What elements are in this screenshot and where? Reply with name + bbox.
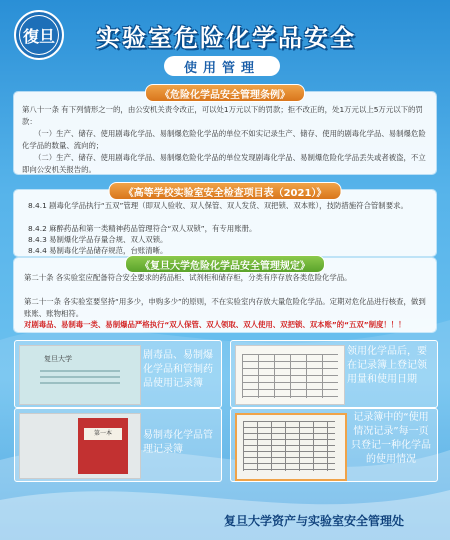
- section-regulations: [14, 89, 436, 174]
- section-regulations-title: 《危险化学品安全管理条例》: [145, 84, 305, 102]
- footer-department: 复旦大学资产与实验室安全管理处: [224, 514, 405, 528]
- record-book-card: [14, 340, 222, 408]
- section-checklist-title: 《高等学校实验室安全检查项目表（2021）》: [109, 182, 342, 200]
- record-sheet-photo: [235, 413, 347, 481]
- section-regulations-para1: 第八十一条 有下列情形之一的，由公安机关责令改正，可以处1万元以下的罚款；拒不改正的，处1万元以上5万元以下的罚款：: [22, 105, 423, 126]
- record-book-card: [14, 408, 222, 482]
- red-book-cover: [78, 418, 128, 474]
- checklist-item: 8.4.2 麻醉药品和第一类精神药品管理符合“双人双锁”，有专用账册。: [28, 224, 257, 233]
- record-book-photo: [19, 413, 141, 479]
- five-double-warning: 对剧毒品、易制毒一类、易制爆品严格执行“双人保管、双人领取、双人使用、双把锁、双本账”的“五双”制度！！！: [24, 320, 406, 329]
- card-caption: 剧毒品、易制爆化学品和管制药品使用记录簿: [143, 350, 213, 389]
- checklist-item: 8.4.4 易制毒化学品储存规范，台账清晰。: [28, 246, 168, 255]
- record-book-card: [230, 340, 438, 408]
- logo-text: 復旦: [22, 26, 55, 46]
- card-caption: 领用化学品后，要在记录簿上登记领用量和使用日期: [347, 346, 427, 385]
- section-fudan-rules: [14, 258, 436, 332]
- page-title: 实验室危险化学品安全: [96, 24, 356, 52]
- header: [0, 0, 450, 82]
- checklist-item: 8.4.3 易制爆化学品存量合规、双人双锁。: [28, 235, 168, 244]
- photo-label: 第一本: [84, 428, 122, 440]
- photo-lines: [40, 370, 120, 372]
- fudan-rule-21: 第二十一条 各实验室要坚持“用多少，申购多少”的原则，不在实验室内存放大量危险化学品。定期对危化品进行核查，做到账账、账物相符。: [24, 297, 426, 318]
- card-caption: 易制毒化学品管理记录簿: [143, 430, 213, 455]
- record-sheet-photo: [235, 345, 345, 405]
- page-subtitle: 使用管理: [164, 56, 280, 76]
- section-fudan-rules-title: 《复旦大学危险化学品安全管理规定》: [125, 255, 325, 273]
- sheet-grid: [243, 421, 335, 471]
- sheet-grid: [242, 354, 338, 398]
- photo-label: 复旦大学: [44, 355, 72, 363]
- card-caption: 记录簿中的“使用情况记录”每一页只登记一种化学品的使用情况: [351, 412, 431, 465]
- record-book-photo: [19, 345, 141, 405]
- section-regulations-para2: （一）生产、储存、使用剧毒化学品、易制爆危险化学品的单位不如实记录生产、储存、使用的剧毒化学品、易制爆危险化学品的数量、流向的；: [22, 129, 426, 150]
- checklist-item: 8.4.1 剧毒化学品执行“五双”管理（即双人验收、双人保管、双人发货、双把锁、双本账），技防措施符合管制要求。: [28, 201, 408, 210]
- section-checklist: [14, 187, 436, 256]
- university-logo: [14, 10, 64, 60]
- section-regulations-para3: （二）生产、储存、使用剧毒化学品、易制爆危险化学品的单位发现剧毒化学品、易制爆危险化学品丢失或者被盗，不立即向公安机关报告的。: [22, 153, 426, 174]
- fudan-rule-20: 第二十条 各实验室应配备符合安全要求的药品柜、试剂柜和储存柜，分类有序存放各类危险化学品。: [24, 273, 352, 282]
- record-book-card: [230, 408, 438, 482]
